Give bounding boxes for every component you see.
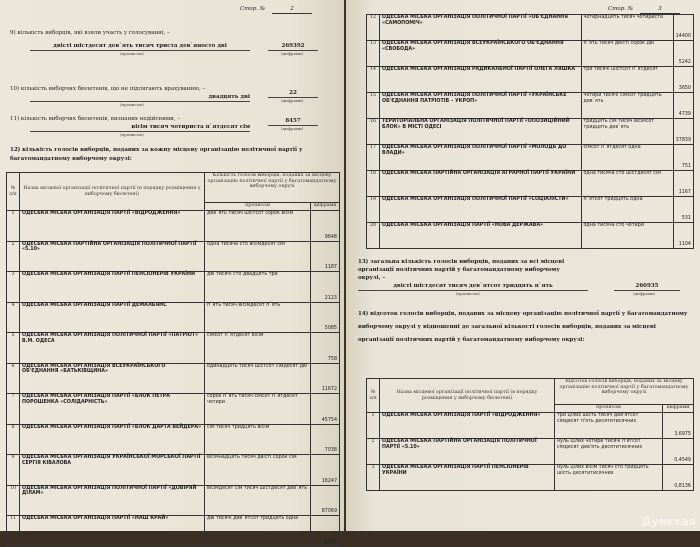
row-votes-words: сорок п`ять тисяч сімсот п`ятдесят чотири — [205, 394, 311, 425]
row-votes-digits: 5242 — [673, 41, 693, 67]
col-no-header: № з/п — [367, 379, 380, 413]
item11-value-label: (цифрами) — [281, 126, 304, 131]
item10-value-label: (цифрами) — [281, 98, 304, 103]
table-row — [7, 272, 340, 303]
row-votes-words: тридцять сім тисяч вісімсот тридцять дев`ять — [581, 119, 673, 145]
votes-table-continued — [366, 14, 694, 249]
table-row — [7, 363, 340, 394]
row-votes-words: дві тисячі сто двадцять три — [205, 272, 311, 303]
item14-heading: 14) відсоток голосів виборців, поданих за місцеву організацію політичної партії у багатомандатному виборчому окрузі у відношенні до загальної кількості голосів виборців, поданих за місцеві організації політичних партій у багатомандатному виборчому окрузі: — [358, 311, 688, 343]
row-votes-words: п`ять тисяч двісті сорок дві — [581, 41, 673, 67]
table-row — [7, 302, 340, 333]
page-label: Стор. № — [608, 6, 633, 12]
item11-text: 11) кількість виборчих бюлетенів, визнаних недійсними, – — [10, 116, 181, 122]
table-row — [367, 413, 694, 439]
item13-value: 260935 — [614, 283, 680, 291]
row-number: 17 — [367, 145, 380, 171]
row-votes-digits: 37839 — [673, 119, 693, 145]
table-row — [7, 394, 340, 425]
row-organization: ОДЕСЬКА МІСЬКА ОРГАНІЗАЦІЯ ПОЛІТИЧНОЇ ПАРТІЇ «СОЦІАЛІСТИ» — [380, 197, 582, 223]
row-votes-digits: 758 — [311, 333, 340, 364]
row-votes-words: нуль цілих вісім тисяч сто тридцять шість десятитисячних — [555, 465, 663, 491]
row-votes-digits: 87069 — [311, 485, 340, 516]
item10-value: 22 — [268, 90, 318, 98]
row-votes-digits: 3650 — [673, 67, 693, 93]
item12-heading: 12) кількість голосів виборців, поданих за кожну місцеву організацію політичної партії у багатомандатному виборчому окрузі: — [10, 147, 303, 162]
row-organization: ОДЕСЬКА МІСЬКА ПАРТІЙНА ОРГАНІЗАЦІЯ ПОЛІТИЧНОЇ ПАРТІЇ «5.10» — [20, 241, 205, 272]
row-number: 1 — [367, 413, 380, 439]
row-number: 3 — [7, 272, 20, 303]
row-votes-words: одна тисяча сто вісімдесят сім — [205, 241, 311, 272]
item11-words: вісім тисяч чотириста п`ятдесят сім — [30, 124, 250, 132]
row-votes-words: одна тисяча сто шістдесят сім — [581, 171, 673, 197]
table-row — [367, 439, 694, 465]
row-votes-words: три цілих шість тисяч дев'ятсот сімдесят п'ять десятитисячних — [555, 413, 663, 439]
row-votes-digits: 751 — [673, 145, 693, 171]
row-number: 16 — [367, 119, 380, 145]
page-label: Стор. № — [240, 6, 265, 12]
row-votes-digits: 4739 — [673, 93, 693, 119]
row-organization: ОДЕСЬКА МІСЬКА ОРГАНІЗАЦІЯ ПАРТІЇ «НАШ КРАЙ» — [20, 516, 205, 547]
row-votes-words: дві тисячі дев`ятсот тридцять одна — [205, 516, 311, 547]
row-votes-words: три тисячі шістсот п`ятдесят — [581, 67, 673, 93]
table-row — [7, 241, 340, 272]
row-votes-words: п`ятсот тридцять одна — [581, 197, 673, 223]
table-row — [7, 211, 340, 242]
row-organization: ОДЕСЬКА МІСЬКА ОРГАНІЗАЦІЯ УКРАЇНСЬКОЇ МОРСЬКОЇ ПАРТІЇ СЕРГІЯ КІВАЛОВА — [20, 455, 205, 486]
col-no-header: № з/п — [7, 173, 20, 211]
table-row — [7, 333, 340, 364]
row-votes-words: п`ять тисяч вісімдесят п`ять — [205, 302, 311, 333]
row-number: 15 — [367, 93, 380, 119]
row-votes-digits: 18247 — [311, 455, 340, 486]
row-organization: ОДЕСЬКА МІСЬКА ОРГАНІЗАЦІЯ ПОЛІТИЧНОЇ ПАРТІЇ «МОЛОДЬ ДО ВЛАДИ» — [380, 145, 582, 171]
row-number: 11 — [7, 516, 20, 547]
row-number: 18 — [367, 171, 380, 197]
row-organization: ОДЕСЬКА МІСЬКА ОРГАНІЗАЦІЯ ВСЕУКРАЇНСЬКОГО ОБ'ЄДНАННЯ «БАТЬКІВЩИНА» — [20, 363, 205, 394]
percent-table — [366, 378, 694, 491]
row-votes-words: сім тисяч тридцять вісім — [205, 424, 311, 455]
row-organization: ОДЕСЬКА МІСЬКА ОРГАНІЗАЦІЯ ПОЛІТИЧНОЇ ПАРТІЇ «ОБ'ЄДНАННЯ «САМОПОМІЧ» — [380, 15, 582, 41]
table-row — [367, 197, 694, 223]
row-votes-words: сімсот п`ятдесят одна — [581, 145, 673, 171]
item10-words-label: (прописом) — [120, 102, 144, 107]
row-organization: ОДЕСЬКА МІСЬКА ПАРТІЙНА ОРГАНІЗАЦІЯ АГРАРНОЇ ПАРТІЇ УКРАЇНИ — [380, 171, 582, 197]
col-pct-header: Відсоток голосів виборців, поданих за місцеву організацію політичної партії у багатомандатному виборчому окрузі — [555, 379, 694, 405]
row-votes-digits: 45754 — [311, 394, 340, 425]
item9-words: двісті шістдесят дев`ять тисяч триста дев`яносто дві — [30, 43, 250, 51]
row-votes-digits: 1187 — [311, 241, 340, 272]
row-number: 2 — [367, 439, 380, 465]
row-votes-digits: 0,4549 — [663, 439, 694, 465]
row-votes-digits: 0,8136 — [663, 465, 694, 491]
table-row — [7, 455, 340, 486]
col-org-header: Назва місцевої організації політичної партії (в порядку розміщення у виборчому бюлетені) — [380, 379, 555, 413]
table-row — [367, 171, 694, 197]
row-number: 14 — [367, 67, 380, 93]
item13-text: 13) загальна кількість голосів виборців, поданих за всі місцеві організації політичних партій у багатомандатному виборчому окрузі, – — [358, 259, 565, 281]
table-row — [367, 223, 694, 249]
table-row — [7, 424, 340, 455]
left-page — [0, 0, 344, 545]
row-votes-digits: 5085 — [311, 302, 340, 333]
row-number: 6 — [7, 363, 20, 394]
row-number: 5 — [7, 333, 20, 364]
row-number: 12 — [367, 15, 380, 41]
votes-table — [6, 172, 340, 547]
item13-words: двісті шістдесят тисяч дев`ятсот тридцять п`ять — [358, 283, 588, 291]
row-organization: ОДЕСЬКА МІСЬКА ОРГАНІЗАЦІЯ ВСЕУКРАЇНСЬКОГО ОБ'ЄДНАННЯ «СВОБОДА» — [380, 41, 582, 67]
row-votes-words: вісімдесят сім тисяч шістдесят дев`ять — [205, 485, 311, 516]
row-organization: ОДЕСЬКА МІСЬКА ОРГАНІЗАЦІЯ ПАРТІЇ «ВІДРОДЖЕННЯ» — [380, 413, 555, 439]
row-votes-digits: 7038 — [311, 424, 340, 455]
item13-words-label: (прописом) — [456, 291, 480, 296]
item10-words: двадцять дві — [30, 94, 250, 102]
table-row — [367, 145, 694, 171]
table-row — [367, 93, 694, 119]
row-votes-words: чотирнадцять тисяч чотириста — [581, 15, 673, 41]
right-page — [346, 0, 700, 531]
col-digits-header: цифрами — [311, 203, 340, 211]
item9-words-label: (прописом) — [120, 51, 144, 56]
table-row — [367, 67, 694, 93]
row-organization: ОДЕСЬКА МІСЬКА ОРГАНІЗАЦІЯ ПАРТІЇ «НОВА ДЕРЖАВА» — [380, 223, 582, 249]
item9-value: 269392 — [268, 43, 318, 51]
row-votes-digits: 1167 — [673, 171, 693, 197]
col-words-header: прописом — [555, 405, 663, 413]
table-row — [367, 465, 694, 491]
row-organization: ТЕРИТОРІАЛЬНА ОРГАНІЗАЦІЯ ПОЛІТИЧНОЇ ПАРТІЇ «ОПОЗИЦІЙНИЙ БЛОК» В МІСТІ ОДЕСІ — [380, 119, 582, 145]
item10-text: 10) кількість виборчих бюлетенів, що не підлягають врахуванню, – — [10, 86, 206, 92]
row-number: 1 — [7, 211, 20, 242]
row-votes-digits: 531 — [673, 197, 693, 223]
row-organization: ОДЕСЬКА МІСЬКА ОРГАНІЗАЦІЯ ПАРТІЇ ПЕНСІОНЕРІВ УКРАЇНИ — [20, 272, 205, 303]
col-votes-header: Кількість голосів виборців, поданих за місцеву організацію політичної партії у багатомандатному виборчому окрузі — [205, 173, 340, 203]
table-row — [367, 119, 694, 145]
col-digits-header: цифрами — [663, 405, 694, 413]
row-votes-words: вісімнадцять тисяч двісті сорок сім — [205, 455, 311, 486]
row-votes-words: чотири тисячі сімсот тридцять дев`ять — [581, 93, 673, 119]
row-organization: ОДЕСЬКА МІСЬКА ОРГАНІЗАЦІЯ ПАРТІЇ ПЕНСІОНЕРІВ УКРАЇНИ — [380, 465, 555, 491]
item9-value-label: (цифрами) — [281, 51, 304, 56]
row-organization: ОДЕСЬКА МІСЬКА ОРГАНІЗАЦІЯ ПАРТІЇ ДЕМАЛЬЯНС — [20, 302, 205, 333]
item13-value-label: (цифрами) — [633, 291, 656, 296]
row-organization: ОДЕСЬКА МІСЬКА ОРГАНІЗАЦІЯ ПОЛІТИЧНОЇ ПАРТІЇ «ПАТРІОТ» В.М. ОДЕСА — [20, 333, 205, 364]
table-row — [7, 516, 340, 547]
row-votes-digits: 1104 — [673, 223, 693, 249]
row-votes-digits: 11672 — [311, 363, 340, 394]
row-votes-words: дев`ять тисяч шістсот сорок вісім — [205, 211, 311, 242]
row-organization: ОДЕСЬКА МІСЬКА ОРГАНІЗАЦІЯ РАДИКАЛЬНОЇ ПАРТІЇ ОЛЕГА ЛЯШКА — [380, 67, 582, 93]
row-organization: ОДЕСЬКА МІСЬКА ПАРТІЙНА ОРГАНІЗАЦІЯ ПОЛІТИЧНОЇ ПАРТІЇ «5.10» — [380, 439, 555, 465]
col-words-header: прописом — [205, 203, 311, 211]
col-org-header: Назва місцевої організації політичної партії (в порядку розміщення у виборчому бюлетені) — [20, 173, 205, 211]
row-number: 2 — [7, 241, 20, 272]
row-number: 10 — [7, 485, 20, 516]
row-number: 13 — [367, 41, 380, 67]
row-votes-digits: 2931 — [311, 516, 340, 547]
row-organization: ОДЕСЬКА МІСЬКА ОРГАНІЗАЦІЯ ПОЛІТИЧНОЇ ПАРТІЇ «УКРАЇНСЬКЕ ОБ'ЄДНАННЯ ПАТРІОТІВ – УКРОП» — [380, 93, 582, 119]
row-organization: ОДЕСЬКА МІСЬКА ОРГАНІЗАЦІЯ ПАРТІЇ «БЛОК ДАРТА ВЕЙДЕРА» — [20, 424, 205, 455]
item11-words-label: (прописом) — [120, 132, 144, 137]
page-number: 3 — [640, 6, 680, 14]
row-number: 9 — [7, 455, 20, 486]
row-number: 8 — [7, 424, 20, 455]
row-votes-words: одна тисяча сто чотири — [581, 223, 673, 249]
table-row — [367, 41, 694, 67]
row-organization: ОДЕСЬКА МІСЬКА ОРГАНІЗАЦІЯ ПАРТІЇ «ВІДРОДЖЕННЯ» — [20, 211, 205, 242]
row-votes-digits: 2123 — [311, 272, 340, 303]
row-votes-digits: 9648 — [311, 211, 340, 242]
page-number: 2 — [272, 6, 312, 14]
watermark-logo: Думская — [641, 515, 696, 528]
row-votes-digits: 14400 — [673, 15, 693, 41]
row-votes-words: одинадцять тисяч шістсот сімдесят дві — [205, 363, 311, 394]
row-votes-words: нуль цілих чотири тисячі п'ятсот сімдесят дев'ять десятитисячних — [555, 439, 663, 465]
row-votes-words: сімсот п`ятдесят вісім — [205, 333, 311, 364]
item11-value: 8457 — [268, 118, 318, 126]
item9-text: 9) кількість виборців, які взяли участь у голосуванні, – — [10, 30, 170, 36]
row-number: 3 — [367, 465, 380, 491]
row-number: 20 — [367, 223, 380, 249]
row-organization: ОДЕСЬКА МІСЬКА ОРГАНІЗАЦІЯ ПОЛІТИЧНОЇ ПАРТІЇ «ДОВІРЯЙ ДІЛАМ» — [20, 485, 205, 516]
row-number: 4 — [7, 302, 20, 333]
row-organization: ОДЕСЬКА МІСЬКА ОРГАНІЗАЦІЯ ПАРТІЇ «БЛОК ПЕТРА ПОРОШЕНКА «СОЛІДАРНІСТЬ» — [20, 394, 205, 425]
table-row — [7, 485, 340, 516]
row-number: 19 — [367, 197, 380, 223]
table-row — [367, 15, 694, 41]
row-votes-digits: 3,6975 — [663, 413, 694, 439]
row-number: 7 — [7, 394, 20, 425]
